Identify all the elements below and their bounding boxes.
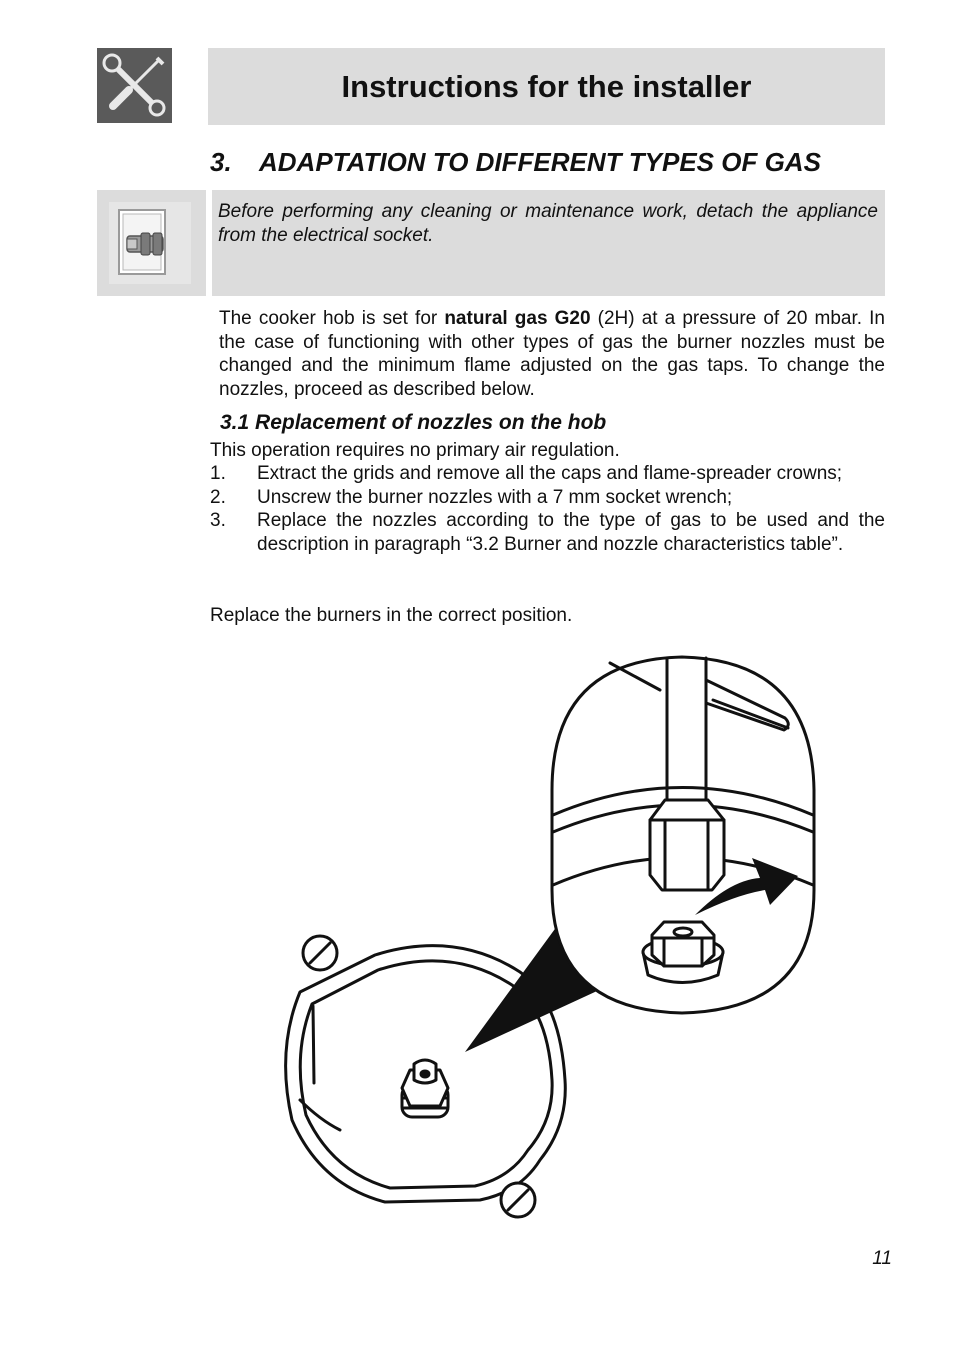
- nozzle-replacement-illustration: [270, 640, 830, 1230]
- intro-text-end: (2H) at a pressure of 20 mbar. In the case of functioning with other types of gas the burner nozzles must be changed and the minimum flame adjusted on the gas taps. To change the nozzles, proceed as described below.: [219, 308, 885, 400]
- header-bar: [208, 48, 885, 125]
- step-number: 1.: [210, 463, 226, 484]
- section-title: ADAPTATION TO DIFFERENT TYPES OF GAS: [259, 147, 821, 177]
- tools-icon: [97, 48, 172, 123]
- intro-paragraph: [219, 307, 885, 401]
- step-number: 3.: [210, 510, 226, 531]
- steps-list: [210, 462, 885, 556]
- closing-text: Replace the burners in the correct position.: [210, 605, 573, 626]
- unplug-socket-icon: [97, 190, 206, 296]
- page-title: Instructions for the installer: [341, 68, 752, 104]
- list-item: [210, 486, 885, 510]
- subsection-heading: 3.1 Replacement of nozzles on the hob: [220, 411, 607, 434]
- intro-text-start: The cooker hob is set for: [219, 308, 445, 329]
- list-item: [210, 462, 885, 486]
- section-heading: [210, 147, 821, 178]
- step-text: Extract the grids and remove all the caps and flame-spreader crowns;: [257, 463, 843, 484]
- page-number: 11: [872, 1248, 892, 1269]
- intro-gas-type: natural gas G20: [444, 308, 591, 329]
- step-number: 2.: [210, 486, 226, 508]
- subsection-lead: This operation requires no primary air regulation.: [210, 440, 620, 461]
- step-text: Unscrew the burner nozzles with a 7 mm socket wrench;: [257, 486, 733, 508]
- section-number: 3.: [210, 147, 232, 177]
- step-text: Replace the nozzles according to the type of gas to be used and the description in paragraph “3.2 Burner and nozzle characteristics table”.: [257, 510, 885, 555]
- list-item: [210, 509, 885, 556]
- warning-text: Before performing any cleaning or maintenance work, detach the appliance from the electrical socket.: [218, 201, 878, 246]
